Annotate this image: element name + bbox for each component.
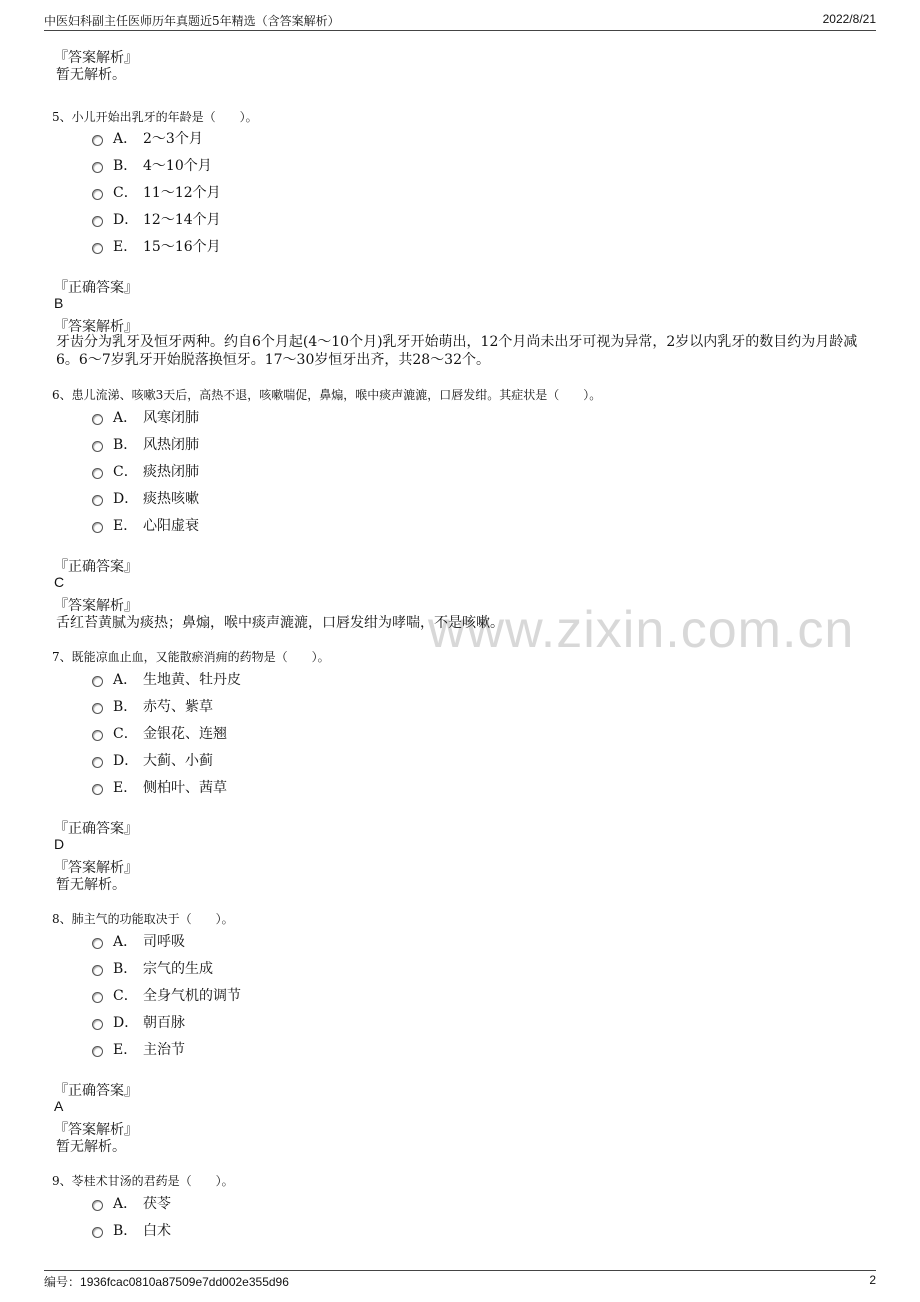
radio-icon[interactable] — [92, 1046, 103, 1057]
option-c[interactable]: C． 全身气机的调节 — [92, 985, 241, 1003]
option-d[interactable]: D． 大蓟、小蓟 — [92, 750, 213, 768]
option-a[interactable]: A． 司呼吸 — [92, 931, 185, 949]
answer-value: D — [54, 836, 65, 852]
answer-value: A — [54, 1098, 64, 1114]
radio-icon[interactable] — [92, 784, 103, 795]
page-number: 2 — [869, 1273, 876, 1287]
page-header — [44, 12, 876, 31]
analysis-label: 『答案解析』 — [54, 598, 138, 614]
option-d[interactable]: D． 12～14个月 — [92, 209, 221, 227]
option-c[interactable]: C． 金银花、连翘 — [92, 723, 227, 741]
analysis-text: 暂无解析。 — [56, 67, 126, 83]
option-a[interactable]: A． 生地黄、牡丹皮 — [92, 669, 241, 687]
option-b[interactable]: B． 4～10个月 — [92, 155, 212, 173]
radio-icon[interactable] — [92, 1019, 103, 1030]
radio-icon[interactable] — [92, 522, 103, 533]
analysis-text: 牙齿分为乳牙及恒牙两种。约自6个月起(4～10个月)乳牙开始萌出，12个月尚未出牙可视为异常，2岁以内乳牙的数目约为月龄减6。6～7岁乳牙开始脱落换恒牙。17～30岁恒牙出齐，共28～32个。 — [56, 334, 858, 368]
analysis-text: 舌红苔黄腻为痰热；鼻煽，喉中痰声漉漉，口唇发绀为哮喘，不是咳嗽。 — [56, 615, 504, 631]
option-b[interactable]: B． 风热闭肺 — [92, 434, 199, 452]
option-c[interactable]: C． 11～12个月 — [92, 182, 221, 200]
radio-icon[interactable] — [92, 992, 103, 1003]
analysis-text: 暂无解析。 — [56, 877, 126, 893]
question-stem: 5、小儿开始出乳牙的年龄是（ ）。 — [52, 110, 258, 124]
document-code: 编号：1936fcac0810a87509e7dd002e355d96 — [44, 1275, 289, 1289]
header-date: 2022/8/21 — [822, 12, 876, 26]
analysis-label: 『答案解析』 — [54, 860, 138, 876]
document-title: 中医妇科副主任医师历年真题近5年精选（含答案解析） — [44, 14, 340, 28]
option-d[interactable]: D． 痰热咳嗽 — [92, 488, 199, 506]
radio-icon[interactable] — [92, 1200, 103, 1211]
question-stem: 6、患儿流涕、咳嗽3天后，高热不退，咳嗽喘促，鼻煽，喉中痰声漉漉，口唇发绀。其症状是（ ）。 — [52, 388, 602, 402]
radio-icon[interactable] — [92, 1227, 103, 1238]
option-d[interactable]: D． 朝百脉 — [92, 1012, 185, 1030]
radio-icon[interactable] — [92, 162, 103, 173]
analysis-label: 『答案解析』 — [54, 1122, 138, 1138]
answer-value: B — [54, 295, 64, 311]
option-b[interactable]: B． 宗气的生成 — [92, 958, 213, 976]
question-stem: 9、苓桂术甘汤的君药是（ ）。 — [52, 1174, 234, 1188]
question-stem: 7、既能凉血止血，又能散瘀消痈的药物是（ ）。 — [52, 650, 330, 664]
radio-icon[interactable] — [92, 189, 103, 200]
radio-icon[interactable] — [92, 441, 103, 452]
option-b[interactable]: B． 赤芍、紫草 — [92, 696, 213, 714]
radio-icon[interactable] — [92, 730, 103, 741]
answer-label: 『正确答案』 — [54, 280, 138, 296]
radio-icon[interactable] — [92, 243, 103, 254]
question-stem: 8、肺主气的功能取决于（ ）。 — [52, 912, 234, 926]
watermark: www.zixin.com.cn — [428, 601, 855, 659]
analysis-label: 『答案解析』 — [54, 50, 138, 66]
option-e[interactable]: E． 主治节 — [92, 1039, 185, 1057]
option-e[interactable]: E． 15～16个月 — [92, 236, 221, 254]
radio-icon[interactable] — [92, 938, 103, 949]
radio-icon[interactable] — [92, 703, 103, 714]
radio-icon[interactable] — [92, 216, 103, 227]
radio-icon[interactable] — [92, 468, 103, 479]
radio-icon[interactable] — [92, 135, 103, 146]
option-a[interactable]: A． 茯苓 — [92, 1193, 171, 1211]
radio-icon[interactable] — [92, 495, 103, 506]
answer-label: 『正确答案』 — [54, 821, 138, 837]
analysis-text: 暂无解析。 — [56, 1139, 126, 1155]
option-a[interactable]: A． 风寒闭肺 — [92, 407, 199, 425]
radio-icon[interactable] — [92, 757, 103, 768]
radio-icon[interactable] — [92, 965, 103, 976]
answer-label: 『正确答案』 — [54, 559, 138, 575]
analysis-label: 『答案解析』 — [54, 319, 138, 335]
page-footer — [44, 1270, 876, 1291]
radio-icon[interactable] — [92, 414, 103, 425]
option-c[interactable]: C． 痰热闭肺 — [92, 461, 199, 479]
option-b[interactable]: B． 白术 — [92, 1220, 171, 1238]
option-e[interactable]: E． 心阳虚衰 — [92, 515, 199, 533]
answer-value: C — [54, 574, 65, 590]
answer-label: 『正确答案』 — [54, 1083, 138, 1099]
option-a[interactable]: A． 2～3个月 — [92, 128, 203, 146]
radio-icon[interactable] — [92, 676, 103, 687]
option-e[interactable]: E． 侧柏叶、茜草 — [92, 777, 227, 795]
